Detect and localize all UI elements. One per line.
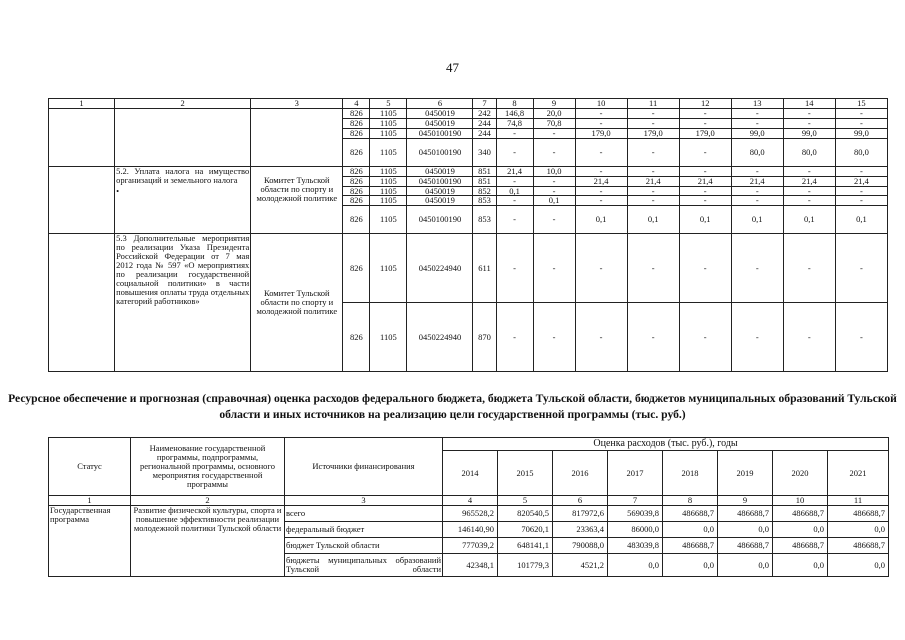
table-cell: -: [627, 234, 679, 303]
table-cell: -: [627, 118, 679, 128]
amount-cell: 486688,7: [773, 506, 828, 522]
table-cell: -: [533, 234, 575, 303]
table-cell: 0450100190: [407, 138, 473, 166]
table-cell: -: [835, 108, 887, 118]
table-cell: 1105: [370, 303, 407, 372]
table-cell: -: [533, 128, 575, 138]
item-5-3-name: 5.3 Дополнительные мероприятия по реализации Указа Президента Российской Федерации от 7 мая 2012 года № 597 «О мероприятиях по реализации государственной социальной политики» в части повышения оплаты труда отдельных категорий работников»: [115, 234, 251, 372]
table-cell: -: [533, 176, 575, 186]
estimate-header: Оценка расходов (тыс. руб.), годы: [443, 438, 889, 451]
table-cell: 870: [473, 303, 496, 372]
amount-cell: 486688,7: [718, 538, 773, 554]
table-cell: -: [496, 196, 533, 206]
amount-cell: 0,0: [828, 554, 889, 577]
amount-cell: 817972,6: [553, 506, 608, 522]
table-cell: 179,0: [627, 128, 679, 138]
table-row: [49, 108, 888, 118]
table-cell: 1105: [370, 186, 407, 196]
table-cell: 21,4: [731, 176, 783, 186]
table-cell: 10,0: [533, 166, 575, 176]
program-name: Развитие физической культуры, спорта и повышение эффективности реализации молодежной политики Тульской области: [131, 506, 285, 577]
table-cell: -: [496, 176, 533, 186]
table-cell: 826: [343, 166, 370, 176]
table-cell: 0,1: [496, 186, 533, 196]
table-cell: 1105: [370, 196, 407, 206]
column-number: 2: [131, 496, 285, 506]
table-cell: -: [533, 303, 575, 372]
status-cell: Государственная программа: [49, 506, 131, 577]
table-cell: 99,0: [731, 128, 783, 138]
table-cell: 0450224940: [407, 234, 473, 303]
amount-cell: 0,0: [773, 522, 828, 538]
table-cell: 1105: [370, 128, 407, 138]
amount-cell: 0,0: [718, 522, 773, 538]
table-cell: 0,1: [627, 206, 679, 234]
table-cell: 826: [343, 176, 370, 186]
table-cell: 826: [343, 118, 370, 128]
table-cell: 0450019: [407, 166, 473, 176]
section-heading: Ресурсное обеспечение и прогнозная (справочная) оценка расходов федерального бюджета, бюджета Тульской области, бюджетов муниципальных образований Тульской области и иных источников на реализацию цели государственной программы (тыс. руб.): [8, 392, 897, 421]
column-number: 12: [679, 99, 731, 109]
table-cell: 99,0: [835, 128, 887, 138]
table-cell: -: [496, 206, 533, 234]
table-cell: -: [731, 118, 783, 128]
executor: Комитет Тульской области по спорту и молодежной политике: [251, 166, 343, 234]
table-cell: -: [679, 234, 731, 303]
table-cell: -: [679, 118, 731, 128]
amount-cell: 486688,7: [828, 538, 889, 554]
table-cell: 80,0: [783, 138, 835, 166]
table-cell: -: [679, 186, 731, 196]
table-cell: -: [731, 234, 783, 303]
amount-cell: 146140,90: [443, 522, 498, 538]
amount-cell: 0,0: [718, 554, 773, 577]
amount-cell: 486688,7: [828, 506, 889, 522]
table-cell: -: [627, 303, 679, 372]
budget-codes-table: [48, 98, 888, 372]
table-row: [49, 166, 888, 176]
table-cell: 826: [343, 196, 370, 206]
table-cell: 853: [473, 196, 496, 206]
amount-cell: 483039,8: [608, 538, 663, 554]
table-cell: 851: [473, 176, 496, 186]
status-header: Статус: [49, 438, 131, 496]
table-cell: -: [627, 196, 679, 206]
table-cell: -: [627, 166, 679, 176]
table-cell: 0450019: [407, 118, 473, 128]
resource-table: [48, 437, 889, 577]
table-cell: -: [783, 108, 835, 118]
table-row: [49, 496, 889, 506]
column-number: 4: [343, 99, 370, 109]
table-cell: 70,8: [533, 118, 575, 128]
amount-cell: 790088,0: [553, 538, 608, 554]
amount-cell: 486688,7: [663, 538, 718, 554]
table-cell: -: [783, 166, 835, 176]
table-row: [49, 234, 888, 303]
table-cell: -: [679, 108, 731, 118]
table-cell: 0,1: [835, 206, 887, 234]
table-cell: -: [835, 234, 887, 303]
table-cell: 611: [473, 234, 496, 303]
amount-cell: 4521,2: [553, 554, 608, 577]
year-header: 2018: [663, 451, 718, 496]
sources-header: Источники финансирования: [285, 438, 443, 496]
table-cell: 80,0: [731, 138, 783, 166]
column-number: 1: [49, 496, 131, 506]
amount-cell: 820540,5: [498, 506, 553, 522]
table-cell: 0,1: [533, 196, 575, 206]
table-row: [49, 99, 888, 109]
funding-source: бюджет Тульской области: [285, 538, 443, 554]
table-row: [49, 438, 889, 451]
year-header: 2021: [828, 451, 889, 496]
table-cell: -: [575, 118, 627, 128]
column-number: 11: [627, 99, 679, 109]
table-cell: -: [496, 303, 533, 372]
amount-cell: 42348,1: [443, 554, 498, 577]
table-cell: -: [575, 196, 627, 206]
amount-cell: 965528,2: [443, 506, 498, 522]
amount-cell: 486688,7: [663, 506, 718, 522]
amount-cell: 486688,7: [773, 538, 828, 554]
table-cell: -: [679, 303, 731, 372]
year-header: 2017: [608, 451, 663, 496]
amount-cell: 486688,7: [718, 506, 773, 522]
table-cell: 0450019: [407, 196, 473, 206]
table-cell: -: [575, 138, 627, 166]
empty-cell: [251, 108, 343, 166]
table-cell: 80,0: [835, 138, 887, 166]
column-number: 11: [828, 496, 889, 506]
executor: Комитет Тульской области по спорту и молодежной политике: [251, 234, 343, 372]
year-header: 2015: [498, 451, 553, 496]
amount-cell: 0,0: [828, 522, 889, 538]
table-cell: -: [496, 234, 533, 303]
table-cell: -: [835, 118, 887, 128]
table-cell: -: [575, 186, 627, 196]
page-number: 47: [446, 60, 459, 75]
column-number: 4: [443, 496, 498, 506]
table-cell: 21,4: [783, 176, 835, 186]
amount-cell: 0,0: [773, 554, 828, 577]
funding-source: бюджеты муниципальных образований Тульской области: [285, 554, 443, 577]
item-5-2-name: 5.2. Уплата налога на имущество организаций и земельного налога: [116, 166, 250, 185]
table-cell: 20,0: [533, 108, 575, 118]
column-number: 10: [575, 99, 627, 109]
table-cell: 146,8: [496, 108, 533, 118]
table-cell: -: [835, 196, 887, 206]
table-cell: -: [731, 186, 783, 196]
table-cell: -: [496, 138, 533, 166]
table-cell: 852: [473, 186, 496, 196]
table-cell: -: [731, 166, 783, 176]
table-cell: -: [575, 108, 627, 118]
table-cell: -: [533, 138, 575, 166]
amount-cell: 86000,0: [608, 522, 663, 538]
empty-cell: [49, 166, 115, 234]
table-cell: 99,0: [783, 128, 835, 138]
amount-cell: 777039,2: [443, 538, 498, 554]
table-cell: 242: [473, 108, 496, 118]
program-name-header: Наименование государственной программы, подпрограммы, региональной программы, основного мероприятия государственной программы: [131, 438, 285, 496]
table-cell: -: [627, 108, 679, 118]
table-cell: 0,1: [731, 206, 783, 234]
table-cell: -: [783, 118, 835, 128]
table-cell: 0450224940: [407, 303, 473, 372]
column-number: 7: [473, 99, 496, 109]
table-cell: 0,1: [575, 206, 627, 234]
table-cell: -: [575, 303, 627, 372]
empty-cell: [49, 234, 115, 372]
table-cell: 1105: [370, 118, 407, 128]
table-cell: 826: [343, 206, 370, 234]
column-number: 13: [731, 99, 783, 109]
table-cell: -: [783, 303, 835, 372]
table-cell: 0450100190: [407, 206, 473, 234]
table-cell: 1105: [370, 138, 407, 166]
amount-cell: 70620,1: [498, 522, 553, 538]
funding-source: всего: [285, 506, 443, 522]
table-cell: 0450100190: [407, 176, 473, 186]
table-cell: -: [835, 303, 887, 372]
amount-cell: 23363,4: [553, 522, 608, 538]
year-header: 2016: [553, 451, 608, 496]
column-number: 2: [115, 99, 251, 109]
table-cell: 853: [473, 206, 496, 234]
table-cell: -: [783, 234, 835, 303]
table-cell: -: [679, 138, 731, 166]
table-cell: 21,4: [835, 176, 887, 186]
table-cell: 1105: [370, 206, 407, 234]
table-cell: -: [575, 166, 627, 176]
table-cell: 1105: [370, 166, 407, 176]
table-cell: -: [731, 196, 783, 206]
table-cell: -: [679, 196, 731, 206]
table-cell: 0,1: [783, 206, 835, 234]
table-cell: -: [496, 128, 533, 138]
column-number: 8: [496, 99, 533, 109]
amount-cell: 101779,3: [498, 554, 553, 577]
column-number: 15: [835, 99, 887, 109]
table-cell: 0,1: [679, 206, 731, 234]
table-cell: 0450100190: [407, 128, 473, 138]
table-cell: 1105: [370, 108, 407, 118]
table-cell: 851: [473, 166, 496, 176]
table-cell: -: [575, 234, 627, 303]
table-cell: 826: [343, 128, 370, 138]
empty-cell: [115, 108, 251, 166]
table-cell: -: [533, 186, 575, 196]
column-number: 1: [49, 99, 115, 109]
table-row: [49, 506, 889, 522]
amount-cell: 0,0: [608, 554, 663, 577]
amount-cell: 0,0: [663, 554, 718, 577]
column-number: 6: [407, 99, 473, 109]
column-number: 7: [608, 496, 663, 506]
table-cell: 244: [473, 128, 496, 138]
table-cell: -: [679, 166, 731, 176]
table-cell: 244: [473, 118, 496, 128]
column-number: 10: [773, 496, 828, 506]
year-header: 2019: [718, 451, 773, 496]
table-cell: 826: [343, 303, 370, 372]
year-header: 2014: [443, 451, 498, 496]
table-cell: -: [731, 108, 783, 118]
funding-source: федеральный бюджет: [285, 522, 443, 538]
table-cell: 1105: [370, 176, 407, 186]
amount-cell: 0,0: [663, 522, 718, 538]
table-cell: 21,4: [627, 176, 679, 186]
table-cell: -: [783, 196, 835, 206]
column-number: 8: [663, 496, 718, 506]
table-cell: 340: [473, 138, 496, 166]
table-cell: 179,0: [575, 128, 627, 138]
table-cell: 74,8: [496, 118, 533, 128]
column-number: 3: [251, 99, 343, 109]
year-header: 2020: [773, 451, 828, 496]
column-number: 5: [370, 99, 407, 109]
table-cell: 826: [343, 234, 370, 303]
table-cell: -: [627, 138, 679, 166]
column-number: 5: [498, 496, 553, 506]
table-cell: -: [835, 166, 887, 176]
table-cell: 0450019: [407, 186, 473, 196]
bullet-mark: •: [116, 185, 120, 196]
column-number: 3: [285, 496, 443, 506]
table-cell: 179,0: [679, 128, 731, 138]
table-cell: 826: [343, 108, 370, 118]
column-number: 6: [553, 496, 608, 506]
column-number: 9: [533, 99, 575, 109]
table-cell: 21,4: [679, 176, 731, 186]
table-cell: -: [627, 186, 679, 196]
table-cell: 826: [343, 138, 370, 166]
table-cell: 0450019: [407, 108, 473, 118]
table-cell: -: [533, 206, 575, 234]
table-cell: 21,4: [575, 176, 627, 186]
table-cell: -: [835, 186, 887, 196]
table-cell: 1105: [370, 234, 407, 303]
table-cell: -: [731, 303, 783, 372]
item-name: [115, 166, 251, 234]
table-cell: 21,4: [496, 166, 533, 176]
column-number: 9: [718, 496, 773, 506]
column-number: 14: [783, 99, 835, 109]
table-cell: 826: [343, 186, 370, 196]
amount-cell: 569039,8: [608, 506, 663, 522]
amount-cell: 648141,1: [498, 538, 553, 554]
empty-cell: [49, 108, 115, 166]
table-cell: -: [783, 186, 835, 196]
